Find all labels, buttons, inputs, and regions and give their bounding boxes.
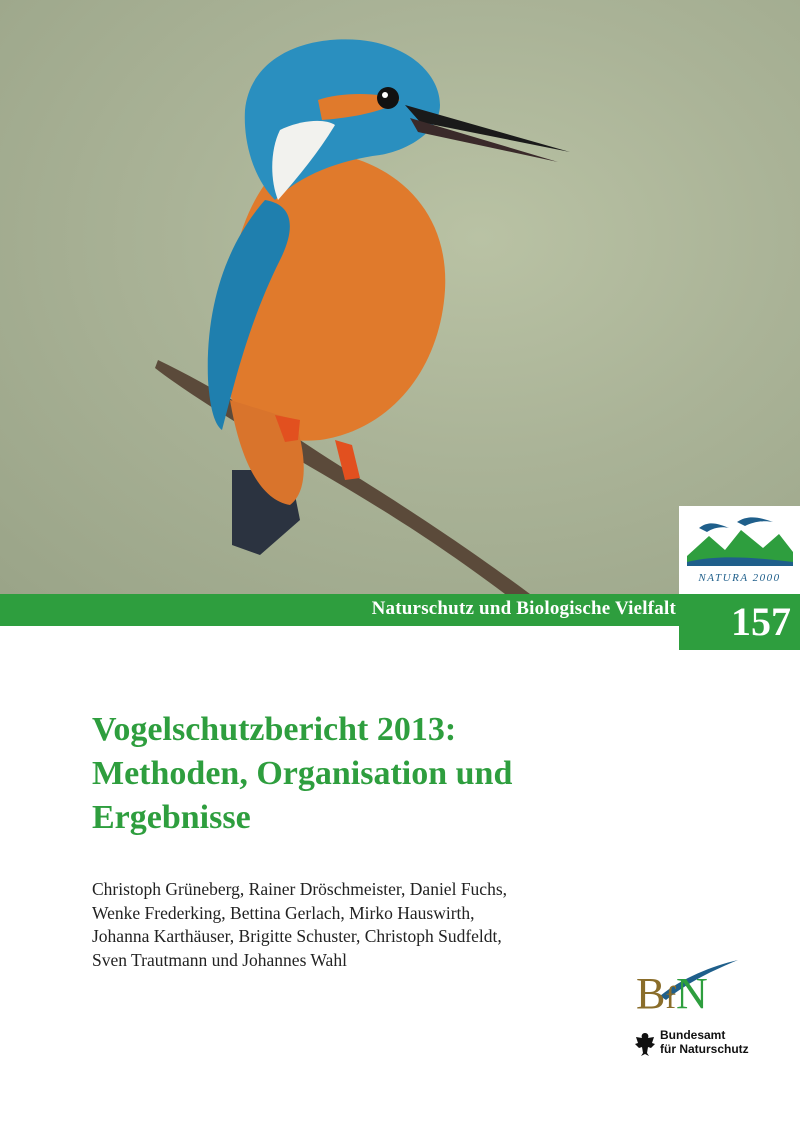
bfn-letter-f: f (665, 979, 677, 1015)
eye-highlight (382, 92, 388, 98)
publisher-name-line1: Bundesamt (660, 1028, 726, 1042)
publisher-name-line2: für Naturschutz (660, 1042, 749, 1056)
bfn-logo (636, 969, 708, 1019)
author-line: Johanna Karthäuser, Brigitte Schuster, Christoph Sudfeldt, (92, 926, 502, 946)
author-list (92, 878, 652, 972)
book-title-line: Vogelschutzbericht 2013: (92, 711, 457, 748)
author-line: Christoph Grüneberg, Rainer Dröschmeister, Daniel Fuchs, (92, 879, 508, 899)
birds-over-mountains-icon (679, 506, 800, 572)
natura-2000-label: NATURA 2000 (698, 572, 781, 584)
federal-eagle-icon (634, 1031, 656, 1057)
author-line: Sven Trautmann und Johannes Wahl (92, 949, 347, 970)
book-title-line: Methoden, Organisation und (92, 755, 513, 792)
issue-number: 157 (731, 599, 791, 644)
series-title: Naturschutz und Biologische Vielfalt (371, 598, 676, 619)
bfn-letter-n: N (676, 969, 708, 1018)
publisher-name (660, 1028, 749, 1056)
book-title (92, 708, 732, 840)
author-line: Wenke Frederking, Bettina Gerlach, Mirko Hauswirth, (92, 902, 475, 923)
bfn-letter-b: B (636, 969, 666, 1018)
book-title-line: Ergebnisse (92, 799, 251, 836)
kingfisher-eye (377, 87, 399, 109)
